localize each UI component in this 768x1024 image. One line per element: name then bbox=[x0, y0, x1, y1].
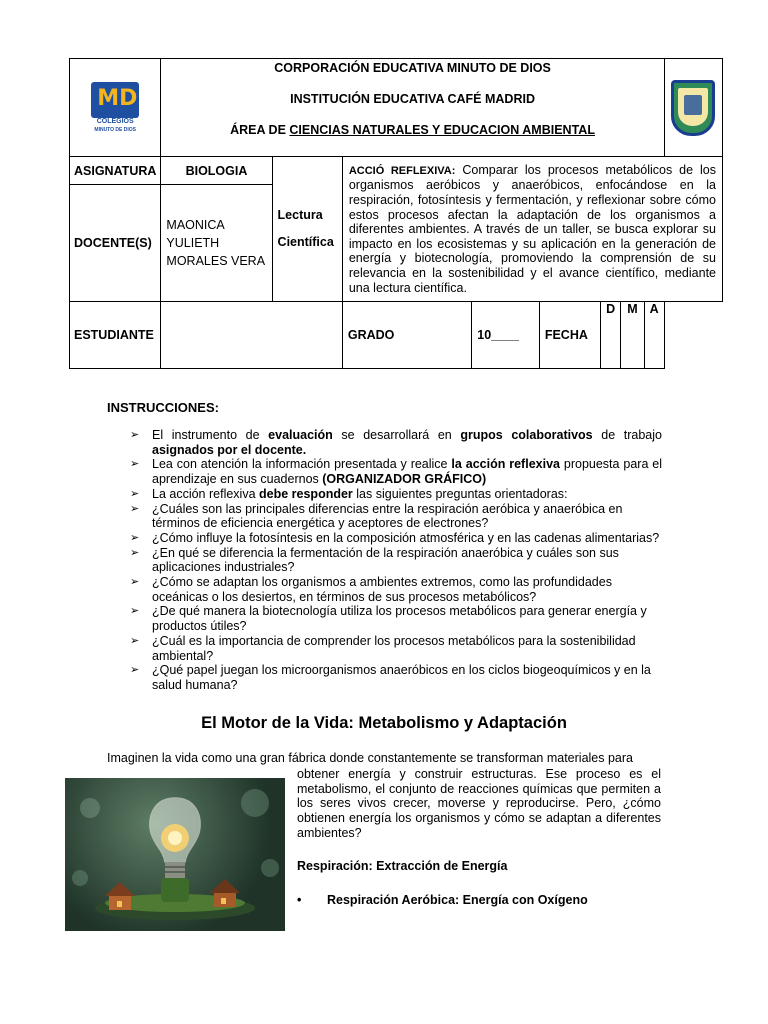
tipo-cientifica: Científica bbox=[277, 235, 334, 249]
logo-left-subtext: MINUTO DE DIOS bbox=[94, 126, 136, 133]
fecha-label: FECHA bbox=[539, 302, 600, 369]
header-table bbox=[69, 58, 723, 369]
logo-left-text: COLEGIOS bbox=[96, 117, 134, 125]
list-item: ➢ ¿Cómo se adaptan los organismos a ambientes extremos, como las profundidades oceánicas o los desiertos, en términos de sus procesos metabólicos? bbox=[130, 575, 662, 604]
lightbulb-illustration bbox=[65, 778, 285, 931]
fecha-m[interactable]: M bbox=[621, 302, 644, 368]
section-heading: Respiración: Extracción de Energía bbox=[297, 859, 508, 873]
header-titles bbox=[161, 59, 664, 157]
area-title: ÁREA DE CIENCIAS NATURALES Y EDUCACION AMBIENTAL bbox=[230, 123, 595, 137]
list-item: ➢ ¿De qué manera la biotecnología utiliza los procesos metabólicos para generar energía y productos útiles? bbox=[130, 604, 662, 633]
logo-left-cell bbox=[70, 59, 161, 157]
estudiante-label: ESTUDIANTE bbox=[70, 302, 161, 369]
instructions-list bbox=[130, 428, 662, 693]
lightbulb-photo bbox=[65, 778, 285, 931]
list-item: ➢ Lea con atención la información presentada y realice la acción reflexiva propuesta para el aprendizaje en sus cuadernos (ORGANIZADOR GRÁFICO) bbox=[130, 457, 662, 486]
list-item: ➢ ¿Cómo influye la fotosíntesis en la composición atmosférica y en las cadenas alimentarias? bbox=[130, 531, 662, 546]
minuto-de-dios-logo: MD bbox=[91, 82, 139, 118]
article-intro-paragraph: obtener energía y construir estructuras. Ese proceso es el metabolismo, el conjunto de reacciones químicas que permiten a los seres vivos crecer, moverse y reproducirse. Pero, ¿cómo obtienen energía los organismos y cómo se adaptan a diferentes ambientes? bbox=[297, 767, 661, 840]
list-item: ➢ ¿En qué se diferencia la fermentación de la respiración anaeróbica y cuáles son sus aplicaciones industriales? bbox=[130, 546, 662, 575]
grado-value[interactable]: 10____ bbox=[472, 302, 540, 369]
institution-name: INSTITUCIÓN EDUCATIVA CAFÉ MADRID bbox=[290, 92, 535, 106]
list-item: ➢ El instrumento de evaluación se desarrollará en grupos colaborativos de trabajo asignados por el docente. bbox=[130, 428, 662, 457]
asignatura-label: ASIGNATURA bbox=[70, 157, 161, 185]
tipo-lectura: Lectura bbox=[277, 208, 323, 222]
docente-value: MAONICA YULIETH MORALES VERA bbox=[161, 185, 272, 302]
asignatura-value: BIOLOGIA bbox=[161, 157, 272, 185]
accion-reflexiva-text: Comparar los procesos metabólicos de los organismos aeróbicos y anaeróbicos, enfocándose en la respiración, fotosíntesis y fermentación, y reflexionar sobre cómo estos procesos afectan la adaptación de los organismos a diferentes ambientes. A través de un taller, se busca explorar su impacto en los ecosistemas y su aplicación en la generación de energía y biotecnología, promoviendo la comprensión de su relevancia en la sostenibilidad y el avance científico, mediante una lectura científica. bbox=[348, 162, 716, 295]
fecha-dma-table bbox=[601, 302, 664, 368]
list-item: ➢ ¿Qué papel juegan los microorganismos anaeróbicos en los ciclos biogeoquímicos y en la salud humana? bbox=[130, 663, 662, 692]
fecha-d[interactable]: D bbox=[601, 302, 621, 368]
tipo-cell bbox=[272, 157, 342, 302]
instructions-title: INSTRUCCIONES: bbox=[107, 400, 219, 415]
list-item: ➢ La acción reflexiva debe responder las siguientes preguntas orientadoras: bbox=[130, 487, 662, 502]
accion-reflexiva-cell bbox=[342, 157, 722, 302]
article-title: El Motor de la Vida: Metabolismo y Adaptación bbox=[201, 714, 567, 732]
list-item: ➢ ¿Cuál es la importancia de comprender los procesos metabólicos para la sostenibilidad ambiental? bbox=[130, 634, 662, 663]
article-intro-line: Imaginen la vida como una gran fábrica donde constantemente se transforman materiales para bbox=[107, 751, 633, 765]
corporation-name: CORPORACIÓN EDUCATIVA MINUTO DE DIOS bbox=[274, 61, 551, 75]
docente-label: DOCENTE(S) bbox=[70, 185, 161, 302]
bullet-text: Respiración Aeróbica: Energía con Oxígeno bbox=[327, 893, 588, 907]
grado-label: GRADO bbox=[342, 302, 471, 369]
fecha-a[interactable]: A bbox=[649, 302, 659, 316]
estudiante-field[interactable] bbox=[161, 302, 342, 369]
bullet-item bbox=[297, 893, 588, 907]
accion-reflexiva-label: ACCIÓ REFLEXIVA: bbox=[348, 164, 456, 177]
list-item: ➢ ¿Cuáles son las principales diferencias entre la respiración aeróbica y anaeróbica en términos de eficiencia energética y aceptores de electrones? bbox=[130, 502, 662, 531]
school-shield-logo bbox=[671, 80, 715, 136]
logo-right-cell bbox=[664, 59, 722, 157]
fecha-dma-cell bbox=[601, 302, 665, 369]
bullet-mark: • bbox=[297, 893, 302, 907]
